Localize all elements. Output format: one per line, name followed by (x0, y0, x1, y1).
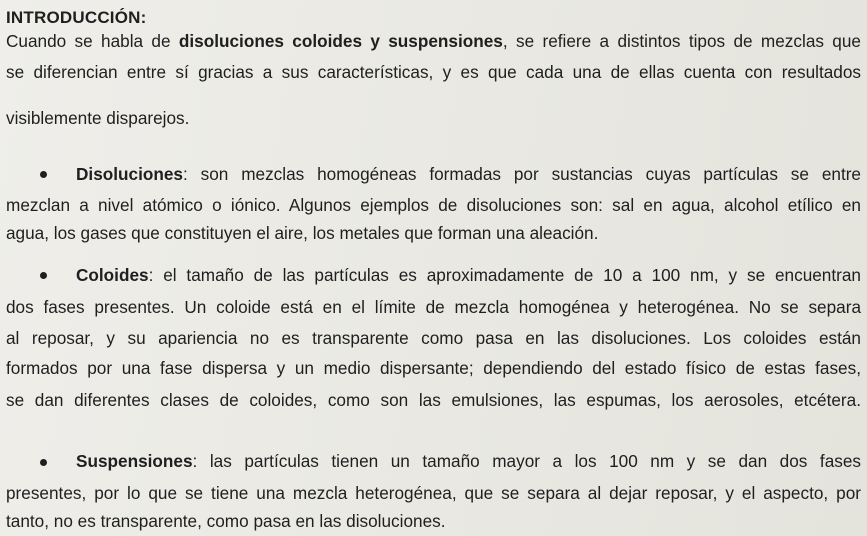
bullet-suspensiones-first-rest: : las partículas tienen un tamaño mayor a los 100 nm y se dan dos fases (192, 451, 861, 471)
intro-line-1-post: , se refiere a distintos tipos de mezclas que (502, 31, 861, 51)
bullet-coloides-line-3: al reposar, y su apariencia no es transparente como pasa en las disoluciones. Los coloides están (6, 328, 861, 348)
bullet-dot-icon (40, 272, 47, 279)
term-disoluciones: Disoluciones (76, 164, 183, 184)
bullet-coloides-first-line (76, 264, 861, 286)
bullet-suspensiones-first-line (76, 450, 861, 472)
intro-line-1 (6, 30, 861, 52)
section-heading: INTRODUCCIÓN: (6, 8, 147, 27)
term-coloides: Coloides (76, 265, 149, 285)
bullet-disoluciones-line-2: mezclan a nivel atómico o iónico. Algunos ejemplos de disoluciones son: sal en agua, alcohol etílico en (6, 195, 861, 215)
bullet-dot-icon (40, 459, 47, 466)
bullet-disoluciones-first-rest: : son mezclas homogéneas formadas por sustancias cuyas partículas se entre (182, 164, 861, 184)
bullet-disoluciones-line-3: agua, los gases que constituyen el aire, los metales que forman una aleación. (6, 223, 599, 243)
intro-line-1-pre: Cuando se habla de (6, 31, 179, 51)
bullet-coloides-line-2: dos fases presentes. Un coloide está en el límite de mezcla homogénea y heterogénea. No se separa (6, 297, 861, 317)
intro-line-3: visiblemente disparejos. (6, 108, 190, 128)
intro-bold-phrase: disoluciones coloides y suspensiones (178, 31, 503, 51)
bullet-dot-icon (40, 171, 47, 178)
bullet-coloides-first-rest: : el tamaño de las partículas es aproximadamente de 10 a 100 nm, y se encuentran (148, 265, 861, 285)
bullet-suspensiones-line-3: tanto, no es transparente, como pasa en las disoluciones. (6, 511, 446, 531)
bullet-coloides-line-4: formados por una fase dispersa y un medio dispersante; dependiendo del estado físico de estas fases, (6, 358, 861, 378)
bullet-coloides-line-5: se dan diferentes clases de coloides, como son las emulsiones, las espumas, los aerosoles, etcétera. (6, 390, 861, 410)
bullet-disoluciones-first-line (76, 163, 861, 185)
term-suspensiones: Suspensiones (76, 451, 193, 471)
intro-line-2: se diferencian entre sí gracias a sus características, y es que cada una de ellas cuenta con resultados (6, 62, 861, 82)
bullet-suspensiones-line-2: presentes, por lo que se tiene una mezcla heterogénea, que se separa al dejar reposar, y el aspecto, por (6, 483, 861, 503)
